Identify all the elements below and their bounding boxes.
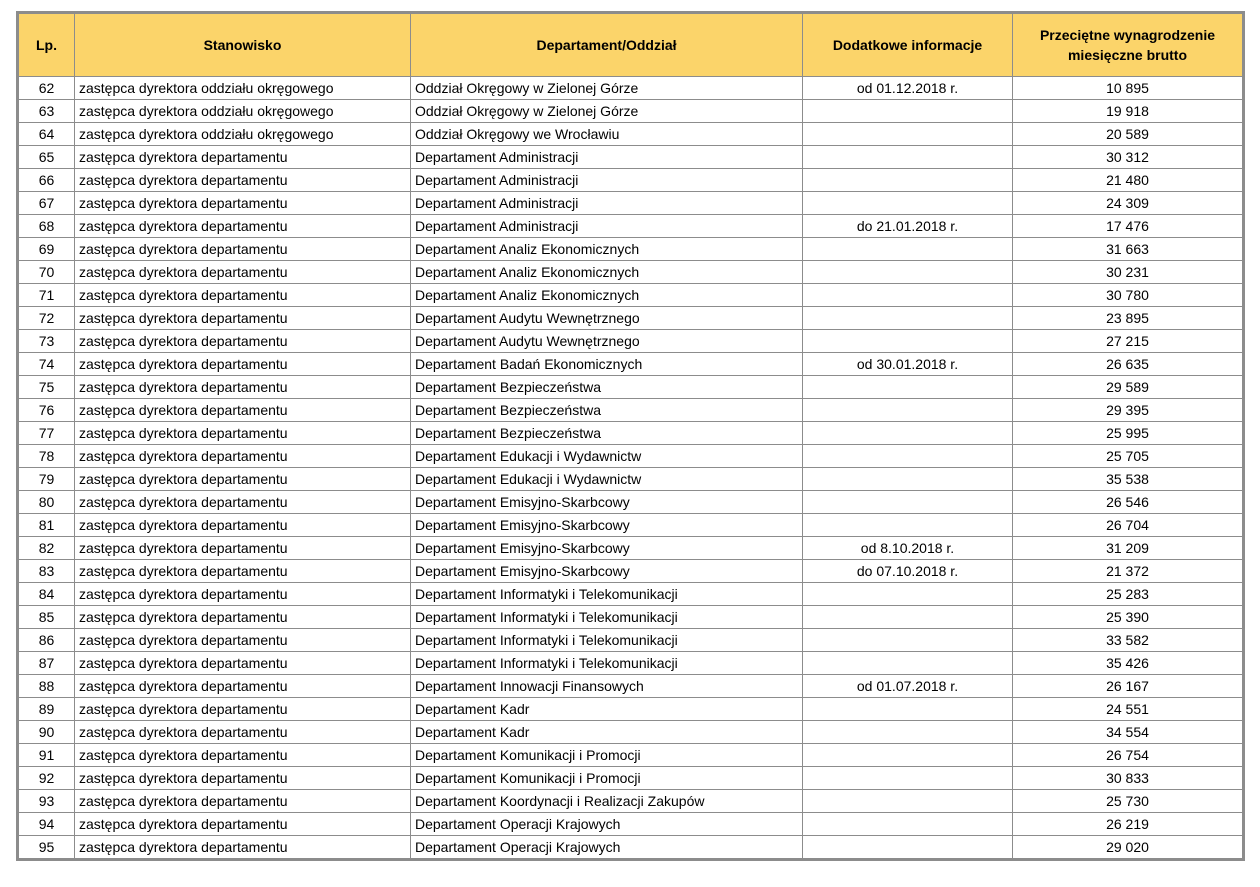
cell-stanowisko: zastępca dyrektora departamentu: [75, 813, 411, 836]
table-row: [19, 514, 1243, 537]
cell-info: [803, 583, 1013, 606]
table-row: [19, 215, 1243, 238]
table-row: [19, 261, 1243, 284]
cell-stanowisko: zastępca dyrektora departamentu: [75, 330, 411, 353]
cell-lp: 65: [19, 146, 75, 169]
cell-departament: Oddział Okręgowy w Zielonej Górze: [411, 100, 803, 123]
cell-stanowisko: zastępca dyrektora departamentu: [75, 767, 411, 790]
cell-info: [803, 652, 1013, 675]
cell-lp: 68: [19, 215, 75, 238]
cell-lp: 76: [19, 399, 75, 422]
table-row: [19, 399, 1243, 422]
cell-departament: Departament Informatyki i Telekomunikacji: [411, 629, 803, 652]
cell-salary: 25 283: [1013, 583, 1243, 606]
cell-salary: 30 312: [1013, 146, 1243, 169]
cell-departament: Departament Operacji Krajowych: [411, 836, 803, 859]
cell-lp: 88: [19, 675, 75, 698]
cell-lp: 79: [19, 468, 75, 491]
cell-stanowisko: zastępca dyrektora departamentu: [75, 744, 411, 767]
table-row: [19, 353, 1243, 376]
cell-salary: 33 582: [1013, 629, 1243, 652]
cell-info: [803, 307, 1013, 330]
cell-stanowisko: zastępca dyrektora departamentu: [75, 422, 411, 445]
cell-info: od 01.12.2018 r.: [803, 77, 1013, 100]
table-row: [19, 606, 1243, 629]
cell-lp: 94: [19, 813, 75, 836]
cell-lp: 87: [19, 652, 75, 675]
table-row: [19, 192, 1243, 215]
cell-info: do 07.10.2018 r.: [803, 560, 1013, 583]
cell-stanowisko: zastępca dyrektora oddziału okręgowego: [75, 100, 411, 123]
cell-salary: 34 554: [1013, 721, 1243, 744]
table-row: [19, 675, 1243, 698]
cell-departament: Departament Administracji: [411, 192, 803, 215]
table-row: [19, 146, 1243, 169]
cell-stanowisko: zastępca dyrektora departamentu: [75, 537, 411, 560]
cell-departament: Departament Emisyjno-Skarbcowy: [411, 491, 803, 514]
cell-stanowisko: zastępca dyrektora departamentu: [75, 192, 411, 215]
cell-salary: 26 167: [1013, 675, 1243, 698]
cell-departament: Departament Komunikacji i Promocji: [411, 744, 803, 767]
cell-salary: 19 918: [1013, 100, 1243, 123]
cell-lp: 84: [19, 583, 75, 606]
cell-salary: 31 663: [1013, 238, 1243, 261]
cell-salary: 24 309: [1013, 192, 1243, 215]
table-row: [19, 445, 1243, 468]
cell-departament: Departament Analiz Ekonomicznych: [411, 238, 803, 261]
cell-stanowisko: zastępca dyrektora departamentu: [75, 652, 411, 675]
cell-lp: 93: [19, 790, 75, 813]
cell-stanowisko: zastępca dyrektora departamentu: [75, 307, 411, 330]
table-row: [19, 468, 1243, 491]
cell-stanowisko: zastępca dyrektora departamentu: [75, 560, 411, 583]
cell-stanowisko: zastępca dyrektora departamentu: [75, 514, 411, 537]
cell-stanowisko: zastępca dyrektora departamentu: [75, 284, 411, 307]
cell-departament: Departament Analiz Ekonomicznych: [411, 284, 803, 307]
cell-salary: 25 705: [1013, 445, 1243, 468]
table-row: [19, 422, 1243, 445]
cell-info: [803, 146, 1013, 169]
cell-stanowisko: zastępca dyrektora departamentu: [75, 606, 411, 629]
cell-departament: Departament Komunikacji i Promocji: [411, 767, 803, 790]
table-row: [19, 77, 1243, 100]
cell-lp: 63: [19, 100, 75, 123]
cell-departament: Departament Audytu Wewnętrznego: [411, 307, 803, 330]
cell-lp: 73: [19, 330, 75, 353]
cell-stanowisko: zastępca dyrektora departamentu: [75, 698, 411, 721]
cell-salary: 26 219: [1013, 813, 1243, 836]
cell-lp: 74: [19, 353, 75, 376]
cell-salary: 30 833: [1013, 767, 1243, 790]
cell-salary: 24 551: [1013, 698, 1243, 721]
cell-stanowisko: zastępca dyrektora departamentu: [75, 790, 411, 813]
cell-salary: 26 635: [1013, 353, 1243, 376]
cell-lp: 86: [19, 629, 75, 652]
cell-salary: 23 895: [1013, 307, 1243, 330]
cell-salary: 29 589: [1013, 376, 1243, 399]
cell-departament: Departament Innowacji Finansowych: [411, 675, 803, 698]
cell-stanowisko: zastępca dyrektora departamentu: [75, 215, 411, 238]
header-departament: Departament/Oddział: [411, 14, 803, 77]
cell-info: [803, 767, 1013, 790]
table-row: [19, 836, 1243, 859]
cell-departament: Departament Administracji: [411, 146, 803, 169]
cell-info: do 21.01.2018 r.: [803, 215, 1013, 238]
cell-info: [803, 698, 1013, 721]
table-row: [19, 307, 1243, 330]
cell-stanowisko: zastępca dyrektora departamentu: [75, 491, 411, 514]
cell-departament: Departament Emisyjno-Skarbcowy: [411, 514, 803, 537]
cell-salary: 17 476: [1013, 215, 1243, 238]
cell-stanowisko: zastępca dyrektora departamentu: [75, 169, 411, 192]
table-row: [19, 652, 1243, 675]
cell-departament: Departament Edukacji i Wydawnictw: [411, 468, 803, 491]
cell-stanowisko: zastępca dyrektora departamentu: [75, 836, 411, 859]
table-row: [19, 100, 1243, 123]
cell-info: od 8.10.2018 r.: [803, 537, 1013, 560]
cell-lp: 89: [19, 698, 75, 721]
header-info: Dodatkowe informacje: [803, 14, 1013, 77]
table-header-row: [19, 14, 1243, 77]
cell-info: [803, 790, 1013, 813]
cell-lp: 83: [19, 560, 75, 583]
cell-info: [803, 606, 1013, 629]
cell-lp: 80: [19, 491, 75, 514]
cell-departament: Departament Operacji Krajowych: [411, 813, 803, 836]
cell-departament: Departament Bezpieczeństwa: [411, 422, 803, 445]
table-row: [19, 238, 1243, 261]
cell-info: [803, 629, 1013, 652]
header-salary: Przeciętne wynagrodzenie miesięczne brutto: [1013, 14, 1243, 77]
table-row: [19, 813, 1243, 836]
cell-departament: Departament Emisyjno-Skarbcowy: [411, 560, 803, 583]
cell-salary: 25 995: [1013, 422, 1243, 445]
cell-stanowisko: zastępca dyrektora departamentu: [75, 445, 411, 468]
cell-lp: 69: [19, 238, 75, 261]
cell-departament: Departament Kadr: [411, 698, 803, 721]
cell-info: [803, 422, 1013, 445]
table-row: [19, 629, 1243, 652]
cell-salary: 27 215: [1013, 330, 1243, 353]
cell-lp: 78: [19, 445, 75, 468]
cell-stanowisko: zastępca dyrektora departamentu: [75, 583, 411, 606]
cell-departament: Departament Informatyki i Telekomunikacji: [411, 652, 803, 675]
cell-salary: 35 426: [1013, 652, 1243, 675]
cell-salary: 30 780: [1013, 284, 1243, 307]
salary-table: [18, 13, 1243, 859]
cell-info: [803, 261, 1013, 284]
cell-stanowisko: zastępca dyrektora departamentu: [75, 468, 411, 491]
cell-stanowisko: zastępca dyrektora departamentu: [75, 629, 411, 652]
table-row: [19, 284, 1243, 307]
cell-salary: 30 231: [1013, 261, 1243, 284]
cell-lp: 62: [19, 77, 75, 100]
cell-salary: 25 390: [1013, 606, 1243, 629]
cell-stanowisko: zastępca dyrektora departamentu: [75, 376, 411, 399]
cell-departament: Departament Edukacji i Wydawnictw: [411, 445, 803, 468]
cell-lp: 91: [19, 744, 75, 767]
cell-lp: 81: [19, 514, 75, 537]
cell-departament: Oddział Okręgowy we Wrocławiu: [411, 123, 803, 146]
cell-info: [803, 813, 1013, 836]
cell-lp: 66: [19, 169, 75, 192]
table-row: [19, 537, 1243, 560]
cell-info: [803, 330, 1013, 353]
cell-stanowisko: zastępca dyrektora departamentu: [75, 721, 411, 744]
cell-info: [803, 491, 1013, 514]
cell-info: [803, 468, 1013, 491]
cell-departament: Oddział Okręgowy w Zielonej Górze: [411, 77, 803, 100]
cell-info: [803, 238, 1013, 261]
cell-lp: 85: [19, 606, 75, 629]
cell-departament: Departament Badań Ekonomicznych: [411, 353, 803, 376]
table-row: [19, 491, 1243, 514]
cell-salary: 26 546: [1013, 491, 1243, 514]
table-row: [19, 169, 1243, 192]
cell-salary: 10 895: [1013, 77, 1243, 100]
cell-info: [803, 445, 1013, 468]
cell-salary: 31 209: [1013, 537, 1243, 560]
cell-stanowisko: zastępca dyrektora departamentu: [75, 399, 411, 422]
table-row: [19, 698, 1243, 721]
cell-salary: 29 395: [1013, 399, 1243, 422]
cell-lp: 64: [19, 123, 75, 146]
cell-info: [803, 399, 1013, 422]
cell-info: [803, 169, 1013, 192]
cell-salary: 21 372: [1013, 560, 1243, 583]
table-row: [19, 744, 1243, 767]
cell-info: [803, 192, 1013, 215]
cell-info: [803, 721, 1013, 744]
cell-info: [803, 100, 1013, 123]
cell-departament: Departament Informatyki i Telekomunikacji: [411, 583, 803, 606]
cell-stanowisko: zastępca dyrektora departamentu: [75, 675, 411, 698]
table-row: [19, 560, 1243, 583]
cell-info: [803, 744, 1013, 767]
table-row: [19, 376, 1243, 399]
cell-salary: 26 754: [1013, 744, 1243, 767]
salary-table-container: [18, 13, 1242, 859]
cell-info: od 30.01.2018 r.: [803, 353, 1013, 376]
table-row: [19, 583, 1243, 606]
cell-departament: Departament Emisyjno-Skarbcowy: [411, 537, 803, 560]
cell-lp: 75: [19, 376, 75, 399]
cell-stanowisko: zastępca dyrektora oddziału okręgowego: [75, 123, 411, 146]
cell-departament: Departament Bezpieczeństwa: [411, 376, 803, 399]
cell-lp: 71: [19, 284, 75, 307]
cell-lp: 72: [19, 307, 75, 330]
cell-lp: 95: [19, 836, 75, 859]
cell-info: [803, 514, 1013, 537]
table-row: [19, 330, 1243, 353]
cell-info: [803, 836, 1013, 859]
table-row: [19, 767, 1243, 790]
cell-salary: 21 480: [1013, 169, 1243, 192]
cell-departament: Departament Audytu Wewnętrznego: [411, 330, 803, 353]
cell-salary: 20 589: [1013, 123, 1243, 146]
cell-departament: Departament Administracji: [411, 215, 803, 238]
table-row: [19, 790, 1243, 813]
cell-lp: 70: [19, 261, 75, 284]
cell-info: [803, 284, 1013, 307]
cell-lp: 92: [19, 767, 75, 790]
table-row: [19, 123, 1243, 146]
cell-stanowisko: zastępca dyrektora departamentu: [75, 146, 411, 169]
cell-lp: 82: [19, 537, 75, 560]
header-stanowisko: Stanowisko: [75, 14, 411, 77]
cell-departament: Departament Administracji: [411, 169, 803, 192]
cell-departament: Departament Koordynacji i Realizacji Zakupów: [411, 790, 803, 813]
cell-salary: 25 730: [1013, 790, 1243, 813]
cell-lp: 77: [19, 422, 75, 445]
cell-info: od 01.07.2018 r.: [803, 675, 1013, 698]
cell-departament: Departament Analiz Ekonomicznych: [411, 261, 803, 284]
header-lp: Lp.: [19, 14, 75, 77]
table-row: [19, 721, 1243, 744]
table-body: [19, 77, 1243, 859]
cell-salary: 26 704: [1013, 514, 1243, 537]
cell-departament: Departament Kadr: [411, 721, 803, 744]
cell-stanowisko: zastępca dyrektora departamentu: [75, 238, 411, 261]
cell-lp: 90: [19, 721, 75, 744]
cell-lp: 67: [19, 192, 75, 215]
cell-info: [803, 123, 1013, 146]
cell-departament: Departament Informatyki i Telekomunikacji: [411, 606, 803, 629]
cell-stanowisko: zastępca dyrektora departamentu: [75, 353, 411, 376]
cell-salary: 35 538: [1013, 468, 1243, 491]
cell-info: [803, 376, 1013, 399]
cell-salary: 29 020: [1013, 836, 1243, 859]
cell-stanowisko: zastępca dyrektora departamentu: [75, 261, 411, 284]
cell-stanowisko: zastępca dyrektora oddziału okręgowego: [75, 77, 411, 100]
cell-departament: Departament Bezpieczeństwa: [411, 399, 803, 422]
